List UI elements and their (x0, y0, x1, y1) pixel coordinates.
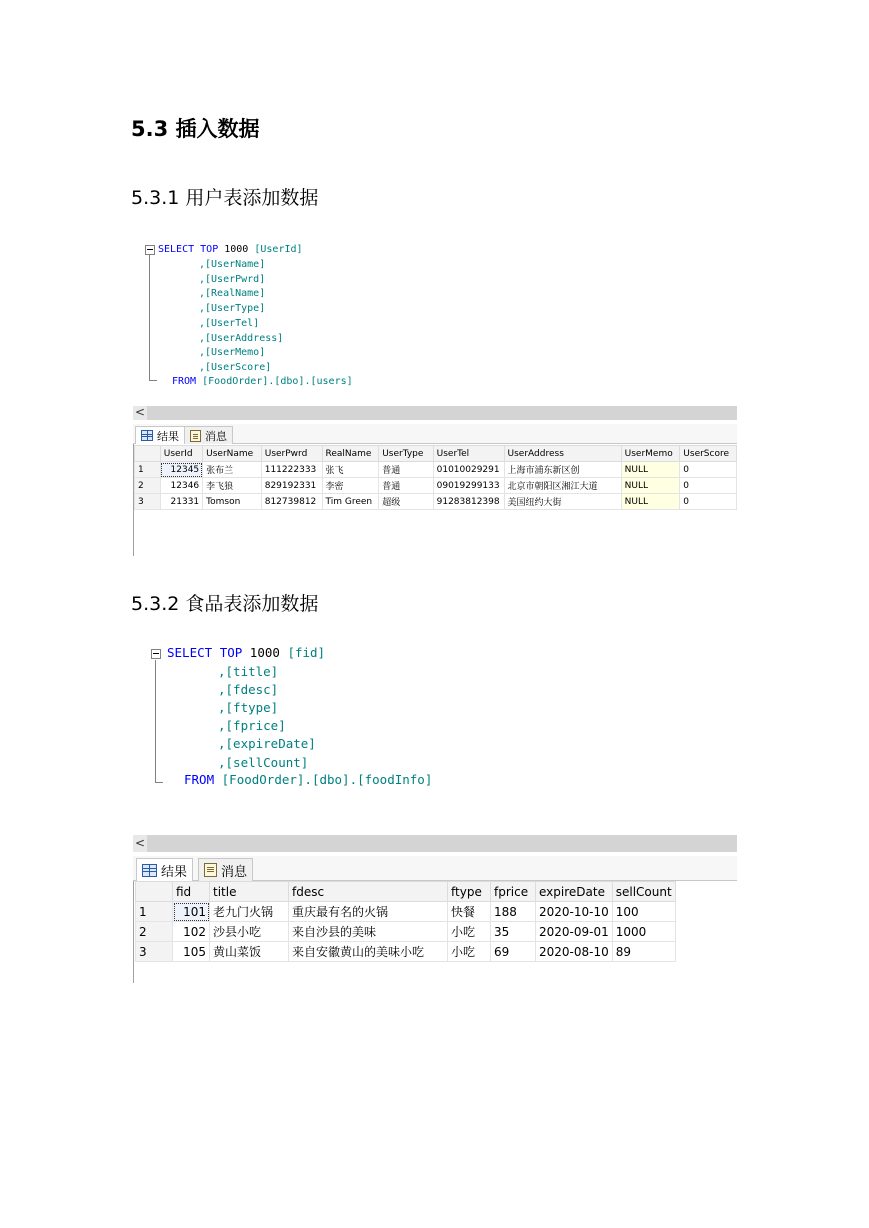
grid-icon (142, 864, 157, 877)
grid-cell[interactable]: 12346 (160, 478, 202, 494)
results-tab-bar (133, 856, 737, 881)
table-row[interactable] (135, 462, 737, 478)
sql-column-line: ,[UserPwrd] (199, 273, 266, 285)
column-header[interactable]: UserPwrd (261, 446, 322, 462)
fold-guide-line (149, 255, 150, 380)
horizontal-scrollbar[interactable] (133, 406, 737, 420)
grid-cell[interactable]: 李密 (322, 478, 379, 494)
grid-cell[interactable]: Tim Green (322, 494, 379, 510)
grid-cell[interactable]: 张布兰 (203, 462, 262, 478)
scroll-left-icon[interactable]: < (135, 836, 146, 850)
grid-corner-cell[interactable] (136, 882, 173, 902)
users-query-screenshot (133, 238, 737, 556)
tab-messages[interactable]: 消息 (198, 858, 253, 881)
scrollbar-thumb[interactable] (147, 835, 737, 852)
grid-cell[interactable]: 100 (612, 902, 675, 922)
grid-cell[interactable]: 普通 (379, 462, 433, 478)
grid-cell[interactable]: 102 (173, 922, 210, 942)
subsection-title-users: 5.3.1 用户表添加数据 (131, 187, 319, 209)
grid-cell[interactable]: 来自沙县的美味 (289, 922, 448, 942)
grid-cell[interactable]: 李飞狼 (203, 478, 262, 494)
fold-guide-line (155, 660, 156, 782)
grid-cell[interactable]: 0 (680, 494, 737, 510)
sql-select-line: SELECT TOP 1000 [fid] (167, 645, 326, 660)
users-sql-editor[interactable] (133, 238, 737, 387)
grid-cell[interactable]: NULL (621, 462, 680, 478)
table-row[interactable] (136, 902, 676, 922)
column-header[interactable]: UserType (379, 446, 433, 462)
grid-cell[interactable]: 111222333 (261, 462, 322, 478)
message-icon (190, 430, 201, 442)
grid-cell[interactable]: 35 (491, 922, 536, 942)
grid-cell[interactable]: 01010029291 (433, 462, 504, 478)
sql-column-line: ,[UserType] (199, 303, 266, 315)
grid-cell[interactable]: 小吃 (448, 922, 491, 942)
column-header[interactable]: fid (173, 882, 210, 902)
scrollbar-thumb[interactable] (147, 406, 737, 420)
grid-cell[interactable]: 09019299133 (433, 478, 504, 494)
food-sql-editor[interactable] (133, 643, 737, 807)
grid-cell[interactable]: 美国纽约大街 (504, 494, 621, 510)
tab-messages[interactable]: 消息 (184, 426, 233, 444)
column-header[interactable]: fprice (491, 882, 536, 902)
grid-cell[interactable]: 2020-09-01 (536, 922, 613, 942)
grid-cell[interactable]: 黄山菜饭 (210, 942, 289, 962)
grid-cell[interactable]: 89 (612, 942, 675, 962)
column-header[interactable]: UserName (203, 446, 262, 462)
sql-from-line: FROM [FoodOrder].[dbo].[users] (172, 376, 353, 387)
grid-cell[interactable]: 21331 (160, 494, 202, 510)
sql-column-line: ,[fdesc] (218, 681, 279, 697)
sql-column-line: ,[ftype] (218, 699, 279, 715)
grid-cell[interactable]: 小吃 (448, 942, 491, 962)
row-number[interactable]: 3 (136, 942, 173, 962)
row-number[interactable]: 2 (136, 922, 173, 942)
column-header[interactable]: title (210, 882, 289, 902)
sql-column-line: ,[fprice] (218, 718, 286, 734)
grid-cell[interactable]: 101 (173, 902, 210, 922)
grid-cell[interactable]: 上海市浦东新区创 (504, 462, 621, 478)
grid-cell[interactable]: 北京市朝阳区湘江大道 (504, 478, 621, 494)
grid-cell[interactable]: Tomson (203, 494, 262, 510)
table-row[interactable] (136, 942, 676, 962)
grid-cell[interactable]: 1000 (612, 922, 675, 942)
grid-cell[interactable]: 沙县小吃 (210, 922, 289, 942)
users-results-grid[interactable] (134, 445, 737, 510)
sql-column-line: ,[UserTel] (199, 317, 260, 329)
grid-cell[interactable]: 来自安徽黄山的美味小吃 (289, 942, 448, 962)
row-number[interactable]: 2 (135, 478, 161, 494)
table-row[interactable] (135, 478, 737, 494)
column-header[interactable]: UserScore (680, 446, 737, 462)
subsection-title-food: 5.3.2 食品表添加数据 (131, 593, 319, 615)
grid-cell[interactable]: 0 (680, 478, 737, 494)
grid-cell[interactable]: 老九门火锅 (210, 902, 289, 922)
sql-column-line: ,[title] (218, 663, 279, 679)
row-number[interactable]: 3 (135, 494, 161, 510)
collapse-icon[interactable] (151, 649, 161, 659)
section-title: 5.3 插入数据 (131, 117, 260, 141)
column-header[interactable]: sellCount (612, 882, 675, 902)
table-row[interactable] (135, 494, 737, 510)
message-icon (204, 863, 217, 877)
tab-results[interactable]: 结果 (136, 858, 193, 881)
grid-cell[interactable]: 12345 (160, 462, 202, 478)
scroll-left-icon[interactable]: < (135, 405, 146, 419)
grid-cell[interactable]: 91283812398 (433, 494, 504, 510)
grid-cell[interactable]: 超级 (379, 494, 433, 510)
food-query-screenshot (133, 643, 737, 983)
column-header[interactable]: RealName (322, 446, 379, 462)
grid-cell[interactable]: 829192331 (261, 478, 322, 494)
grid-cell[interactable]: 快餐 (448, 902, 491, 922)
grid-cell[interactable]: 张飞 (322, 462, 379, 478)
grid-cell[interactable]: NULL (621, 494, 680, 510)
table-row[interactable] (136, 922, 676, 942)
grid-cell[interactable]: 105 (173, 942, 210, 962)
column-header[interactable]: UserTel (433, 446, 504, 462)
column-header[interactable]: UserAddress (504, 446, 621, 462)
grid-left-edge (133, 881, 134, 983)
sql-column-line: ,[UserMemo] (199, 347, 266, 359)
row-number[interactable]: 1 (136, 902, 173, 922)
collapse-icon[interactable] (145, 245, 155, 255)
column-header[interactable]: expireDate (536, 882, 613, 902)
sql-select-line: SELECT TOP 1000 [UserId] (158, 244, 303, 255)
tab-results[interactable]: 结果 (135, 426, 185, 444)
fold-guide-end (155, 782, 163, 783)
grid-cell[interactable]: 188 (491, 902, 536, 922)
horizontal-scrollbar[interactable] (133, 835, 737, 852)
results-tab-bar (133, 424, 737, 444)
grid-header-row (135, 446, 737, 462)
grid-cell[interactable]: 2020-08-10 (536, 942, 613, 962)
grid-header-row (136, 882, 676, 902)
grid-cell[interactable]: 2020-10-10 (536, 902, 613, 922)
column-header[interactable]: UserId (160, 446, 202, 462)
sql-column-line: ,[RealName] (199, 288, 266, 300)
grid-icon (141, 430, 153, 441)
grid-cell[interactable]: 重庆最有名的火锅 (289, 902, 448, 922)
sql-from-line: FROM [FoodOrder].[dbo].[foodInfo] (184, 772, 433, 787)
sql-column-line: ,[expireDate] (218, 736, 316, 752)
sql-column-line: ,[UserName] (199, 259, 266, 270)
column-header[interactable]: fdesc (289, 882, 448, 902)
sql-column-line: ,[sellCount] (218, 754, 309, 770)
sql-column-line: ,[UserAddress] (199, 332, 284, 344)
sql-column-line: ,[UserScore] (199, 361, 272, 373)
grid-cell[interactable]: 0 (680, 462, 737, 478)
grid-cell[interactable]: 普通 (379, 478, 433, 494)
fold-guide-end (149, 380, 157, 381)
grid-cell[interactable]: NULL (621, 478, 680, 494)
row-number[interactable]: 1 (135, 462, 161, 478)
grid-corner-cell[interactable] (135, 446, 161, 462)
column-header[interactable]: ftype (448, 882, 491, 902)
grid-cell[interactable]: 812739812 (261, 494, 322, 510)
column-header[interactable]: UserMemo (621, 446, 680, 462)
food-results-grid[interactable] (135, 881, 676, 962)
grid-cell[interactable]: 69 (491, 942, 536, 962)
